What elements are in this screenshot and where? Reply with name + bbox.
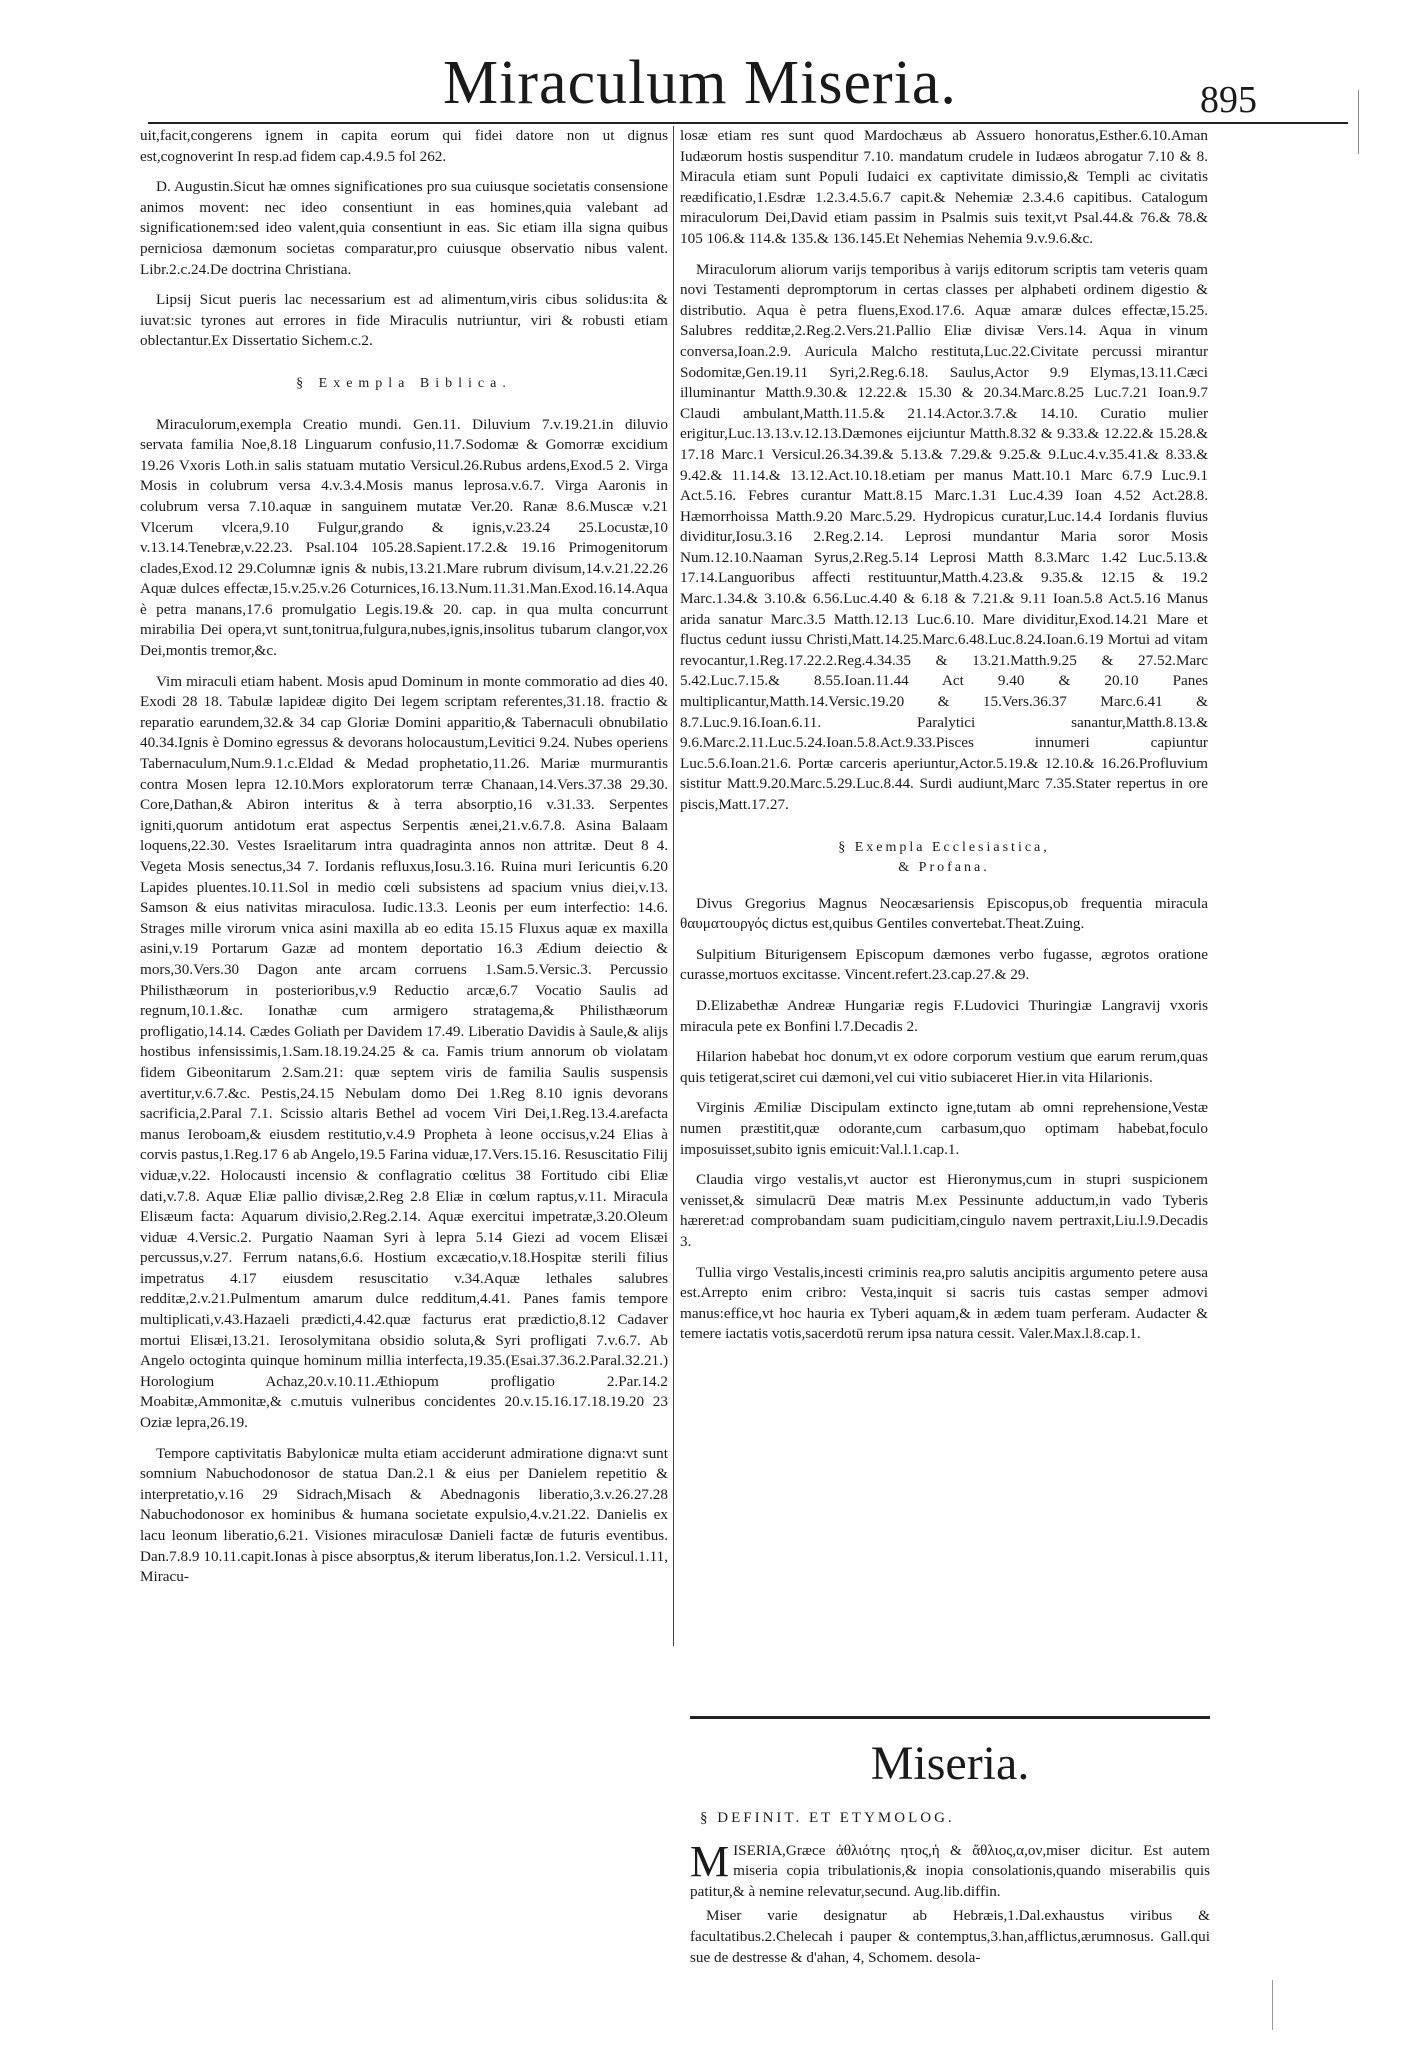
paragraph: Miraculorum,exempla Creatio mundi. Gen.11. Diluvium 7.v.19.21.in diluvio servata familia Noe,8.18 Linguarum confusio,11.7.Sodomæ & Gomorræ excidium 19.26 Vxoris Loth.in salis statuam mutatio Versicul.26.Rubus ardens,Exod.5 2. Virga Mosis in colubrum versa 4.v.3.4.Mosis manus leprosa.v.6.7. Virga Aaronis in colubrum versa 7.10.aquæ in sanguinem mutatæ Ver.20. Ranæ 8.6.Muscæ v.21 Vlcerum vlcera,9.10 Fulgur,grando & ignis,v.23.24 25.Locustæ,10 v.13.14.Tenebræ,v.22.23. Psal.104 105.28.Sapient.17.2.& 19.16 Primogenitorum clades,Exod.12 29.Columnæ ignis & nubis,13.21.Mare rubrum divisum,14.v.21.22.26 Aquæ dulces effectæ,15.v.25.v.26 Coturnices,16.13.Num.11.31.Man.Exod.16.14.Aqua è petra manans,17.6 promulgatio Legis.19.& 20. cap. in qua multa concurrunt mirabilia Dei opera,vt sunt,tonitrua,fulgura,nubes,ignis,insolitus tubarum clangor,vox Dei,montis tremor,&c. (140, 415, 668, 660)
paragraph: Claudia virgo vestalis,vt auctor est Hieronymus,cum in stupri suspicionem venisset,& simulacrū Deæ matris M.ex Pessinunte adductum,in vado Tyberis hæreret:ad comprobandam suam pudicitiam,cingulo navem pertraxit,Liu.l.9.Decadis 3. (680, 1171, 1208, 1250)
paragraph: Sulpitium Biturigensem Episcopum dæmones verbo fugasse, ægrotos oratione curasse,mortuos excitasse. Vincent.refert.23.cap.27.& 29. (680, 945, 1208, 984)
section-heading-line: § Exempla Ecclesiastica, (838, 839, 1050, 855)
column-divider (673, 126, 674, 1646)
section-heading-biblica: § Exempla Biblica. (296, 375, 512, 391)
section-heading-ecclesiastica (680, 838, 1208, 878)
paragraph: Hilarion habebat hoc donum,vt ex odore corporum vestium que earum rerum,quas quis tetigerat,sciret cui dæmoni,vel cui vitio subiaceret Hier.in vita Hilarionis. (680, 1048, 1208, 1086)
margin-mark (1272, 1980, 1273, 2030)
page-number: 895 (1200, 79, 1257, 121)
paragraph: D.Elizabethæ Andreæ Hungariæ regis F.Ludovici Thuringiæ Langravij vxoris miracula pete ex Bonfini l.7.Decadis 2. (680, 996, 1208, 1035)
paragraph: Miraculorum aliorum varijs temporibus à varijs editorum scriptis tam veteris quam novi Testamenti depromptorum in certas classes per alphabeti ordinem digestio & distributio. Aqua è petra fluens,Exod.17.6. Aquæ amaræ dulces effectæ,15.25. Salubres redditæ,2.Reg.2.Vers.21.Pallio Eliæ divisæ Vers.14. Aqua in vinum conversa,Ioan.2.9. Auricula Malcho restituta,Luc.22.Civitate percussi mirantur Sodomitæ,Gen.19.11 Syri,2.Reg.6.18. Saulus,Actor 9.9 Elymas,13.11.Cæci illuminantur Matth.9.30.& 12.22.& 15.30 & 20.34.Marc.8.25 Luc.7.21 Ioan.9.7 Claudi ambulant,Matth.11.5.& 21.14.Actor.3.7.& 14.10. Curatio mulier erigitur,Luc.13.13.v.12.13.Dæmones eijciuntur Matth.8.32 & 9.33.& 12.22.& 15.28.& 17.18 Marc.1 Versicul.26.34.39.& 5.13.& 7.29.& 9.25.& 9.Luc.4.v.35.41.& 8.33.& 9.42.& 11.14.& 13.12.Act.10.18.etiam per manus Matt.10.1 Marc 6.7.9 Luc.9.1 Act.5.16. Febres curantur Matt.8.15 Marc.1.31 Luc.4.39 Ioan 4.52 Act.28.8. Hæmorrhoissa Matth.9.20 Marc.5.29. Hydropicus curatur,Luc.14.4 Iordanis fluvius dividitur,Iosu.3.16 2.Reg.2.14. Leprosi mundantur Maria soror Mosis Num.12.10.Naaman Syrus,2.Reg.5.14 Leprosi Matth 8.3.Marc 1.42 Luc.5.13.& 17.14.Languoribus affecti restituuntur,Matth.4.23.& 9.35.& 12.15 & 19.2 Marc.1.34.& 3.10.& 6.56.Luc.4.40 & 6.18 & 7.21.& 9.11 Ioan.5.8 Act.5.16 Manus arida sanatur Marc.3.5 Matth.12.13 Luc.6.10. Mare dividitur,Exod.14.21 Mare et fluctus cedunt iussu Christi,Matt.14.25.Marc.6.48.Luc.8.24.Ioan.6.19 Mortui ad vitam revocantur,1.Reg.17.22.2.Reg.4.34.35 & 13.21.Matth.9.25 & 27.52.Marc 5.42.Luc.7.15.& 8.55.Ioan.11.44 Act 9.40 & 20.10 Panes multiplicantur,Matth.14.Versic.19.20 & 15.Vers.36.37 Marc.6.41 & 8.7.Luc.9.16.Ioan.6.11. Paralytici sanantur,Matth.8.13.& 9.6.Marc.2.11.Luc.5.24.Ioan.5.8.Act.9.33.Pisces innumeri capiuntur Luc.5.6.Ioan.21.6. Portæ carceris aperiuntur,Actor.5.19.& 12.10.& 16.26.Profluvium sistitur Matt.9.20.Marc.5.29.Luc.8.44. Surdi audiunt,Marc 7.35.Stater repertus in ore piscis,Matt.17.27. (680, 260, 1208, 813)
paragraph-text: ISERIA,Græce ἀθλιότης ητος,ἡ & ἄθλιος,α,ον,miser dicitur. Est autem miseria copia tribulationis,& inopia consolationis,quando miserabilis quis patitur,& à nemine relevatur,secund. Aug.lib.diffin. (690, 1841, 1210, 1900)
paragraph: Miser varie designatur ab Hebræis,1.Dal.exhaustus viribus & facultatibus.2.Chelecah i pauper & contemptus,3.han,afflictus,ærumnosus. Gall.qui sue de destresse & d'ahan, 4, Schomem. desola- (690, 1907, 1210, 1966)
paragraph: Tullia virgo Vestalis,incesti criminis rea,pro salutis ancipitis argumento petere ausa est.Arrepto enim cribro: Vesta,inquit si sacris tuis castas semper admovi manus:effice,vt hoc hauria ex Tyberi aquam,& in ædem tuam perferam. Audacter & temere iactatis votis,sacerdotū rerum ipsa natura cessit. Valer.Max.l.8.cap.1. (680, 1263, 1208, 1343)
paragraph: losæ etiam res sunt quod Mardochæus ab Assuero honoratus,Esther.6.10.Aman Iudæorum hostis suspenditur 7.10. mandatum crudele in Iudæos abrogatur 7.10 & 8. Miracula etiam sunt Populi Iudaici ex captivitate dimissio,& Templi ac civitatis reædificatio,1.Esdræ 1.2.3.4.5.6.7 capit.& Nehemiæ 2.3.4.6 capitibus. Catalogum miraculorum Dei,David etiam passim in Psalmis suis texit,vt Psal.44.& 76.& 78.& 105 106.& 114.& 135.& 136.145.Et Nehemias Nehemia 9.v.9.6.&c. (680, 127, 1208, 247)
right-column (680, 126, 1208, 1355)
drop-initial: M (690, 1836, 730, 1886)
paragraph: Vim miraculi etiam habent. Mosis apud Dominum in monte commoratio ad dies 40. Exodi 28 18. Tabulæ lapideæ digito Dei legem scriptam referentes,31.18. fractio & reparatio earundem,32.& 34 cap Gloriæ Domini apparitio,& Tabernaculi obnubilatio 40.34.Ignis è Domino egressus & devorans holocaustum,Levitici 9.24. Nubes operiens Tabernaculum,Num.9.1.c.Eldad & Medad prophetatio,11.26. Mariæ murmurantis contra Mosen lepra 12.10.Mors exploratorum terræ Chanaan,14.Vers.37.38 29.30. Core,Dathan,& Abiron interitus & à terra absorptio,16 v.31.33. Serpentes igniti,quorum antidotum erat aspectus Serpentis ænei,21.v.6.7.8. Asina Balaam loquens,22.30. Vestes Israelitarum intra quadraginta annos non attritæ. Deut 8 4. Vegeta Mosis senectus,34 7. Iordanis refluxus,Iosu.3.16. Ruina muri Iericuntis 6.20 Lapides pluentes.10.11.Sol in medio cœli subsistens ad spacium vnius diei,v.13. Samson & eius nativitas miraculosa. Iudic.13.3. Leonis per eum interfectio: 14.6. Strages mille virorum vnica asini maxilla ab eo edita 15.15 Fluxus aquæ ex maxilla asini,v.19 Portarum Gazæ ad montem deportatio 16.3 Ædium deiectio & mors,30.Vers.30 Dagon ante arcam corruens 1.Sam.5.Versic.3. Percussio Philisthæorum in posterioribus,v.9 Reductio arcæ,6.7 Vocatio Saulis ad regnum,10.1.&c. Ionathæ cum armigero stratagema,& Philisthæorum profligatio,14.14. Cædes Goliath per Davidem 17.49. Liberatio Davidis à Saule,& alijs hostibus infensissimis,1.Sam.18.19.24.25 & ca. Famis trium annorum ob violatam fidem Gibeonitarum 2.Sam.21: quæ septem viris de familia Saulis suspensis avertitur,v.6.7.&c. Pestis,24.15 Nebulam domo Dei 1.Reg 8.10 ignis devorans sacrificia,2.Paral 7.1. Scissio altaris Bethel ad vocem Viri Dei,1.Reg.13.4.arefacta manus Ieroboam,& eiusdem restitutio,v.4.9 Propheta à leone occisus,v.24 Elias à corvis pastus,1.Reg.17 6 ab Angelo,19.5 Farina viduæ,17.Vers.15.16. Resuscitatio Filij viduæ,v.22. Holocausti incensio & conflagratio cœlitus 38 Fortitudo cibi Eliæ dati,v.7.8. Aquæ Eliæ pallio divisæ,2.Reg 2.8 Eliæ in cœlum raptus,v.11. Miracula Elisæum facta: Aquarum divisio,2.Reg.2.14. Aquæ exercitui impetratæ,3.20.Oleum viduæ 4.Versic.2. Purgatio Naaman Syri à lepra 5.14 Giezi ad vocem Elisæi percussus,v.27. Ferrum natans,6.6. Hostium excæcatio,v.18.Hospitæ sterili filius impetratus 4.17 eiusdem resuscitatio v.34.Aquæ lethales salubres redditæ,2.v.21.Pulmentum amarum dulce redditum,4.41. Panes famis tempore multiplicati,v.43.Hazaeli prædicti,4.42.quæ facturus erat prædictio,8.12 Cadaver mortui Elisæi,13.21. Ierosolymitana obsidio soluta,& Syri profligati 7.v.6.7. Ab Angelo octoginta quinque hominum millia interfecta,19.35.(Esai.37.36.2.Paral.32.21.) Horologium Achaz,20.v.10.11.Æthiopum profligatio 2.Par.14.2 Moabitæ,Ammonitæ,& c.mutuis vulneribus concidentes 20.v.15.16.17.18.19.20 23 Oziæ lepra,26.19. (140, 672, 668, 1432)
paragraph: uit,facit,congerens ignem in capita eorum qui fidei datore non ut dignus est,cognoverint In resp.ad fidem cap.4.9.5 fol 262. (140, 127, 668, 165)
header-rule (148, 122, 1348, 124)
running-title: Miraculum Miseria. (443, 49, 957, 117)
paragraph (690, 1836, 1210, 1903)
paragraph: Tempore captivitatis Babylonicæ multa etiam acciderunt admiratione digna:vt sunt somnium Nabuchodonosor de statua Dan.2.1 & eius per Danielem repetitio & interpretatio,v.16 29 Sidrach,Misach & Abednagonis liberatio,3.v.26.27.28 Nabuchodonosor ex hominibus & humana societate expulsio,4.v.21.22. Danielis ex lacu leonum liberatio,6.21. Visiones miraculosæ Danieli factæ de futuris eventibus. Dan.7.8.9 10.11.capit.Ionas à pisce absorptus,& iterum liberatus,Ion.1.2. Versicul.1.11, Miracu- (140, 1444, 668, 1586)
entry-rule (690, 1716, 1210, 1719)
definition-heading: § DEFINIT. ET ETYMOLOG. (700, 1810, 955, 1826)
paragraph: D. Augustin.Sicut hæ omnes significationes pro sua cuiusque societatis consensione animos movent: nec ideo consentiunt in eas homines,quia valebant ad significationem:sed ideo valent,quia consentiunt in eas. Sic etiam illa signa quibus perniciosa dæmonum societas comparatur,pro cuiusque observatio nibus valent. Libr.2.c.24.De doctrina Christiana. (140, 178, 668, 278)
paragraph: Divus Gregorius Magnus Neocæsariensis Episcopus,ob frequentia miracula θαυματουργός dictus est,quibus Gentiles convertebat.Theat.Zuing. (680, 894, 1208, 933)
entry-title: Miseria. (870, 1737, 1030, 1790)
paragraph: Virginis Æmiliæ Discipulam extincto igne,tutam ab omni reprehensione,Vestæ numen præstitit,quæ odorante,cum carbasum,quo optimam habebat,foculo imposuisset,subito ignis emicuit:Val.l.1.cap.1. (680, 1099, 1208, 1158)
section-heading-line: & Profana. (898, 859, 990, 875)
miseria-definition (690, 1808, 1210, 1972)
paragraph: Lipsij Sicut pueris lac necessarium est ad alimentum,viris cibus solidus:ita & iuvat:sic tyrones aut errores in fide Miraculis nutriuntur, viri & robusti etiam oblectantur.Ex Dissertatio Sichem.c.2. (140, 291, 668, 350)
left-column (140, 126, 668, 1598)
margin-mark (1358, 90, 1359, 154)
